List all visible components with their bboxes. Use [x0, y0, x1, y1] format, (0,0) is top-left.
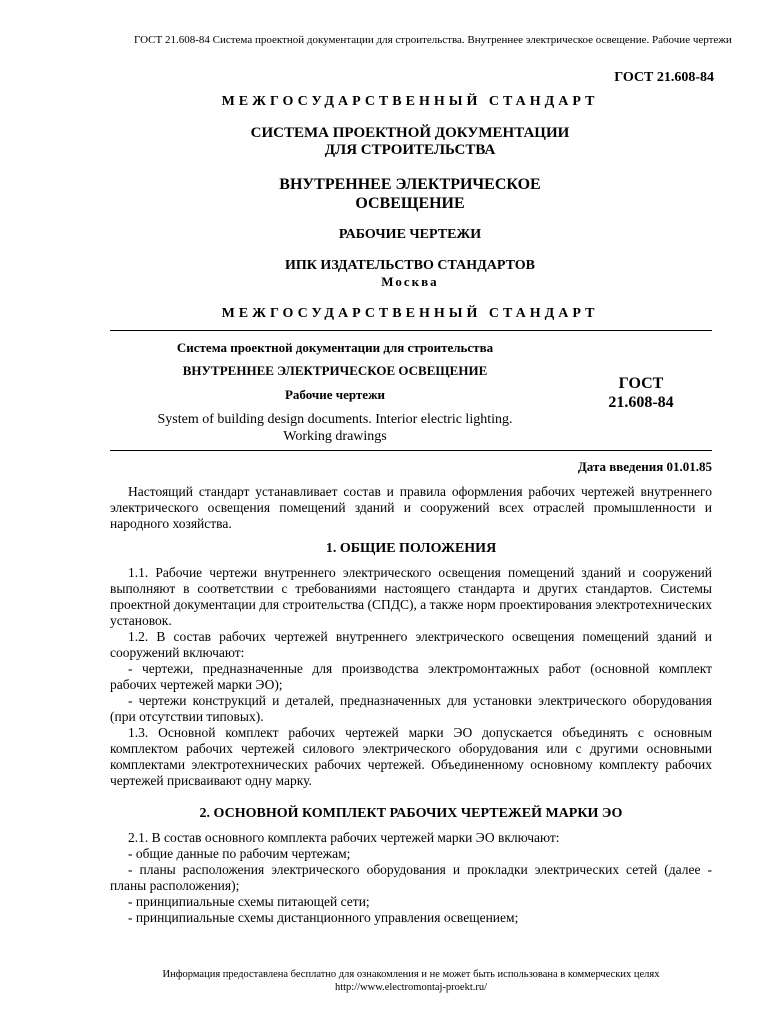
topic-title: [110, 175, 710, 213]
paragraph-1-3: 1.3. Основной комплект рабочих чертежей марки ЭО допускается объединять с основным комплектом рабочих чертежей силового электрического оборудования или с другими основными комплектами электротехнических рабочих чертежей. Объединенному основному комплекту рабочих чертежей присваивают одну марку.: [110, 725, 712, 788]
running-header: ГОСТ 21.608-84 Система проектной документации для строительства. Внутреннее электрическое освещение. Рабочие чертежи: [134, 34, 732, 46]
topic-title-line1: ВНУТРЕННЕЕ ЭЛЕКТРИЧЕСКОЕ: [279, 176, 541, 193]
block-sub: Рабочие чертежи: [284, 387, 385, 402]
footer: [110, 968, 712, 994]
intro-text: [110, 484, 712, 532]
block-english: [130, 411, 540, 445]
gost-label: ГОСТ: [618, 375, 664, 392]
paragraph-1-1: 1.1. Рабочие чертежи внутреннего электрического освещения помещений зданий и сооружений выполняют в соответствии с требованиями настоящего стандарта и других стандартов. Системы проектной документации для строительства (СПДС), а также норм проектирования электротехнических установок.: [110, 565, 712, 628]
intro-paragraph: Настоящий стандарт устанавливает состав и правила оформления рабочих чертежей внутреннего электрического освещения помещений зданий и сооружений всех отраслей промышленности и народного хозяйства.: [110, 484, 712, 531]
footer-url[interactable]: http://www.electromontaj-proekt.ru/: [334, 982, 488, 993]
publisher: ИПК ИЗДАТЕЛЬСТВО СТАНДАРТОВ: [285, 258, 535, 273]
divider-top: [110, 330, 712, 331]
footer-notice: Информация предоставлена бесплатно для ознакомления и не может быть использована в коммерческих целях: [162, 969, 660, 980]
gost-designation: [596, 374, 686, 412]
subtitle: РАБОЧИЕ ЧЕРТЕЖИ: [338, 227, 482, 242]
block-english-line2: Working drawings: [283, 429, 387, 444]
interstate-heading-2: МЕЖГОСУДАРСТВЕННЫЙ СТАНДАРТ: [221, 306, 599, 321]
introduction-date: Дата введения 01.01.85: [577, 459, 712, 474]
block-topic: ВНУТРЕННЕЕ ЭЛЕКТРИЧЕСКОЕ ОСВЕЩЕНИЕ: [182, 363, 488, 378]
system-title: [110, 125, 710, 159]
section-2-body: [110, 830, 712, 926]
publisher-block: [110, 258, 710, 290]
paragraph-2-1-item-1: - общие данные по рабочим чертежам;: [128, 846, 351, 861]
system-title-line1: СИСТЕМА ПРОЕКТНОЙ ДОКУМЕНТАЦИИ: [250, 125, 570, 141]
paragraph-2-1: 2.1. В состав основного комплекта рабочих чертежей марки ЭО включают:: [128, 830, 560, 845]
paragraph-1-2: 1.2. В состав рабочих чертежей внутреннего электрического освещения помещений зданий и сооружений включают:: [110, 629, 712, 660]
divider-bottom: [110, 450, 712, 451]
section-1-body: [110, 565, 712, 789]
interstate-heading: МЕЖГОСУДАРСТВЕННЫЙ СТАНДАРТ: [221, 94, 599, 109]
paragraph-1-2-item-1: - чертежи, предназначенные для производства электромонтажных работ (основной комплект рабочих чертежей марки ЭО);: [110, 661, 712, 692]
system-title-line2: ДЛЯ СТРОИТЕЛЬСТВА: [324, 142, 496, 158]
block-system: Система проектной документации для строительства: [176, 340, 494, 355]
topic-title-line2: ОСВЕЩЕНИЕ: [355, 195, 465, 212]
block-english-line1: System of building design documents. Interior electric lighting.: [157, 412, 513, 427]
paragraph-2-1-item-3: - принципиальные схемы питающей сети;: [128, 894, 370, 909]
paragraph-2-1-item-4: - принципиальные схемы дистанционного управления освещением;: [128, 910, 519, 925]
city: Москва: [381, 274, 439, 289]
paragraph-1-2-item-2: - чертежи конструкций и деталей, предназначенных для установки электрического оборудования (при отсутствии типовых).: [110, 693, 712, 724]
section-2-title: 2. ОСНОВНОЙ КОМПЛЕКТ РАБОЧИХ ЧЕРТЕЖЕЙ МАРКИ ЭО: [199, 806, 623, 821]
section-1-title: 1. ОБЩИЕ ПОЛОЖЕНИЯ: [325, 541, 497, 556]
gost-number: 21.608-84: [608, 394, 674, 411]
paragraph-2-1-item-2: - планы расположения электрического оборудования и прокладки электрических сетей (далее - планы расположения);: [110, 862, 712, 893]
doc-number: ГОСТ 21.608-84: [614, 70, 714, 85]
